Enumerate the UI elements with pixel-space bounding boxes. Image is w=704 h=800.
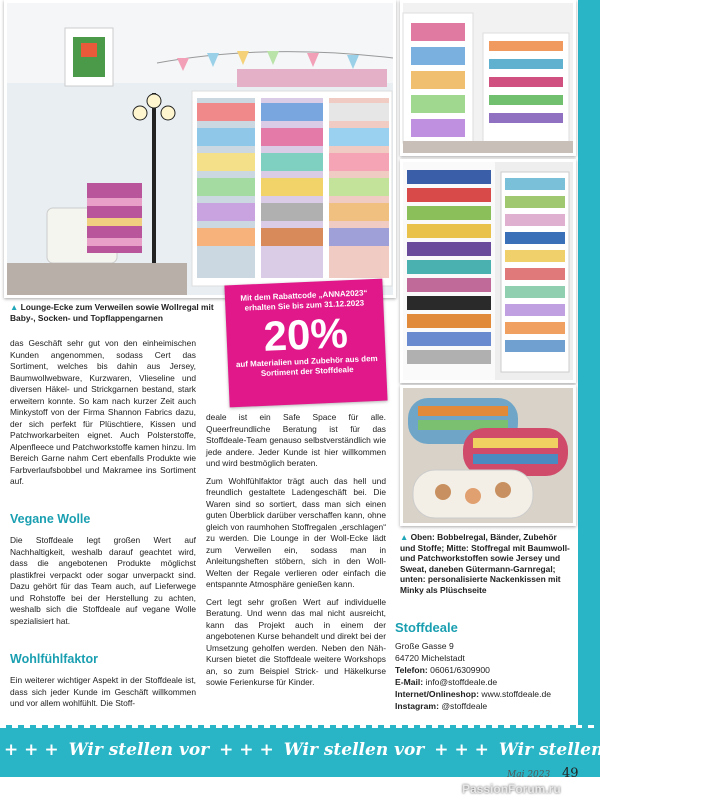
column-1-paragraph-3: Ein weiterer wichtiger Aspekt in der Stoffdeale ist, dass sich jeder Kunde im Geschäft willkommen und vor allem wohlfühlt. Die Stoff-: [10, 675, 196, 708]
column-2-paragraph-1: deale ist ein Safe Space für alle. Queerfreundliche Beratung ist für das Stoffdeale-Team genauso selbstverständlich wie jede andere. Jeder Kunde ist hier willkommen und wird bestmöglich beraten.: [206, 412, 386, 468]
footer-plus-3: + + +: [434, 740, 489, 760]
contact-block: [395, 640, 551, 712]
contact-city: 64720 Michelstadt: [395, 653, 465, 663]
contact-email-row: [395, 676, 551, 688]
triangle-left-icon: ▲: [400, 532, 409, 542]
promo-code-text: Mit dem Rabattcode „ANNA2023“ erhalten Sie bis zum 31.12.2023: [240, 288, 368, 313]
photo-neck-pillows: [400, 385, 576, 526]
footer-slogan-3: Wir stellen vor: [498, 740, 640, 760]
contact-email[interactable]: info@stoffdeale.de: [425, 677, 498, 687]
heading-wohlfuehlfaktor: Wohlfühlfaktor: [10, 652, 98, 666]
contact-phone[interactable]: 06061/6309900: [430, 665, 490, 675]
footer-plus-4: + + +: [649, 740, 704, 760]
footer-slogan-2: Wir stellen vor: [283, 740, 425, 760]
contact-street: Große Gasse 9: [395, 641, 454, 651]
contact-web[interactable]: www.stoffdeale.de: [481, 689, 552, 699]
promo-badge: [224, 279, 387, 408]
page-number: 49: [562, 766, 579, 781]
caption-right-text: Oben: Bobbelregal, Bänder, Zubehör und Stoffe; Mitte: Stoffregal mit Baumwoll- und Patchworkstoffen sowie Jersey und Sweat, daneben Gütermann-Garnregal; unten: personalisierte Nackenkissen mit Minky als Plüschseite: [400, 532, 570, 595]
column-2-paragraph-3: Cert legt sehr großen Wert auf individuelle Beratung. Und wenn das mal nicht ausreicht, kann das Projekt auch in einem der angebotenen Kurse behandelt und direkt bei der Umsetzung geholfen werden. Neben den Näh-Kursen bietet die Stoffdeale weitere Workshops an, so zum Beispiel Strick- und Häkelkurse sowie Ferienkurse für Kinder.: [206, 596, 386, 687]
caption-left-text: Lounge-Ecke zum Verweilen sowie Wollregal mit Baby-, Socken- und Topflappengarnen: [10, 302, 214, 323]
caption-left-photo: [10, 302, 235, 323]
photo-lounge-yarn: [4, 0, 396, 298]
issue-label: Mai 2023: [507, 770, 551, 780]
contact-web-label: Internet/Onlineshop:: [395, 689, 480, 699]
footer-stripe: [0, 725, 600, 728]
contact-name: Stoffdeale: [395, 620, 458, 635]
column-1-paragraph-2: Die Stoffdeale legt großen Wert auf Nachhaltigkeit, weshalb darauf geachtet wird, dass die angebotenen Produkte möglichst plastikfrei verpackt oder sogar unverpackt sind. Dazu gehört für das Team auch, auf Lieferwege und Rohstoffe bei der Herstellung zu achten, weshalb sich die Stoffdeale auf vegane Wolle spezialisiert hat.: [10, 535, 196, 626]
contact-insta[interactable]: @stoffdeale: [441, 701, 488, 711]
contact-phone-row: [395, 664, 551, 676]
page-frame-right: [578, 0, 600, 725]
footer-slogan-band: [0, 737, 704, 763]
contact-phone-label: Telefon:: [395, 665, 428, 675]
heading-vegane-wolle: Vegane Wolle: [10, 512, 91, 526]
triangle-up-icon: ▲: [10, 302, 19, 312]
contact-email-label: E-Mail:: [395, 677, 424, 687]
photo-fabric-shelf: [400, 159, 576, 383]
column-1-paragraph-1: das Geschäft sehr gut von den einheimischen Kunden angenommen, sodass Cert das Sortiment, welches bis dahin aus Jersey, Baumwollwebware, Kurzwaren, Vlieseline und diversen Häkel- und Strickgarnen bestand, stark erweitern konnte. So kam nach kurzer Zeit auch Minkystoff von der Firma Shannon Fabrics dazu, der sich perfekt für Plüschtiere, Kissen und Patchworkarbeiten eignet. Auch Polsterstoffe, Alpenfleece und Patchworkstoffe kamen hinzu. Im Bereich Garne nahm Cert ebenfalls Produkte wie Farbverlaufsbobbel und Makramee ins Sortiment auf.: [10, 338, 196, 486]
contact-insta-label: Instagram:: [395, 701, 439, 711]
watermark: PassionForum.ru: [462, 782, 561, 796]
footer-slogan-1: Wir stellen vor: [68, 740, 210, 760]
column-2-paragraph-2: Zum Wohlfühlfaktor trägt auch das hell und freundlich gestaltete Ladengeschäft bei. Die Waren sind so sortiert, dass man sich einen guten Überblick darüber verschaffen kann, ohne gleich von raumhohen Stoffregalen „erschlagen“ zu werden. Die Lounge in der Woll-Ecke lädt zum Verweilen ein, sodass man in Anleitungsheften stöbern, sich in den Woll-Welten der Regale verlieren oder einfach die entspannte Atmosphäre genießen kann.: [206, 475, 386, 589]
contact-insta-row: [395, 700, 551, 712]
column-1-top: [10, 338, 196, 494]
column-1-bottom: [10, 675, 196, 716]
photo-bobbel-shelf: [400, 0, 576, 156]
footer-plus-1: + + +: [4, 740, 59, 760]
footer-plus-2: + + +: [219, 740, 274, 760]
promo-subtext: auf Materialien und Zubehör aus dem Sortiment der Stoffdeale: [235, 353, 378, 378]
column-2: [206, 412, 386, 695]
contact-web-row: [395, 688, 551, 700]
caption-right-photo: [400, 532, 570, 596]
column-1-middle: [10, 535, 196, 633]
promo-percent: 20%: [262, 309, 349, 360]
